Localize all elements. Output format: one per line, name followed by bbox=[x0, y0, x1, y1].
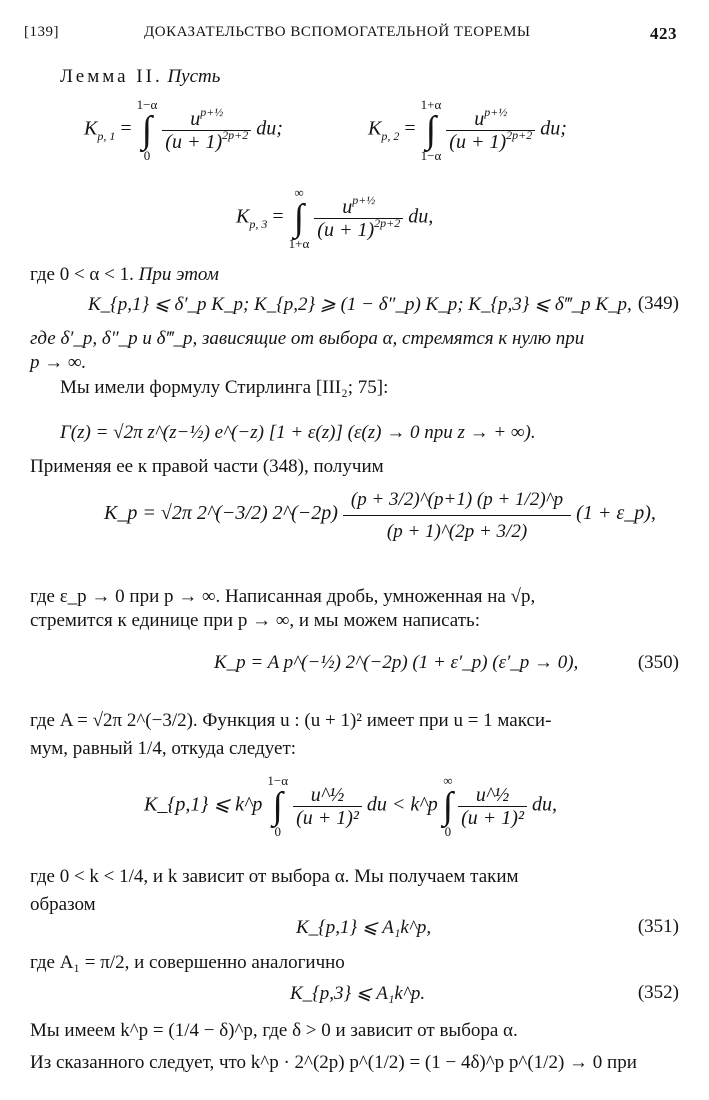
text-line-A1pi: где A₁ = π/2, и совершенно аналогично bbox=[30, 952, 345, 973]
integrand-fraction: $\frac{u^{p+\frac{1}{2}}}{(u + 1)^{2p+2}}$ bbox=[446, 108, 535, 153]
equation-number-352: (352) bbox=[637, 982, 679, 1003]
equation-number-350: (350) bbox=[637, 652, 679, 673]
stirling-formula: Γ(z) = √2π z^(z−½) e^(−z) [1 + ε(z)] (ε(z) → 0 при z → + ∞). bbox=[60, 422, 536, 443]
integrand-fraction: $\frac{\text{u\textasciicircum{}½}}{\text{(u + 1)²}}$ bbox=[293, 784, 362, 829]
apply-line: Применяя ее к правой части (348), получим bbox=[30, 456, 384, 477]
integral-sign: 1+α ∫ 1−α bbox=[420, 97, 442, 163]
text-line-A1: где A = √2π 2^(−3/2). Функция u : (u + 1)² имеет при u = 1 макси- bbox=[30, 710, 552, 731]
integral-sign: ∞ ∫ 1+α bbox=[288, 185, 310, 251]
text-line-A2: мум, равный 1/4, откуда следует: bbox=[30, 738, 297, 759]
integrand-fraction: $\frac{\text{u\textasciicircum{}½}}{\text{(u + 1)²}}$ bbox=[458, 784, 527, 829]
text-line-349a: где δ′_p, δ″_p и δ‴_p, зависящие от выбора α, стремятся к нулю при bbox=[30, 328, 585, 349]
kp-fraction: $\frac{(p + 3/2)\^{}(p+1) (p + 1/2)\^{}p}{(p + 1)\^{}(2p + 3/2)}$ bbox=[343, 486, 571, 543]
text-line-k1: где 0 < k < 1/4, и k зависит от выбора α. Мы получаем таким bbox=[30, 866, 519, 887]
integral-sign: 1−α ∫ 0 bbox=[267, 773, 289, 839]
inequality-integrals: K_{p,1} ⩽ k^p 1−α ∫ 0 $\frac{\text{u\textasciicircum{}½}}{\text{(u + 1)²}}$ du < k^p ∞ ∫ 0 $\frac{\text{u\textasciicircum{}½}}{\text{(u + 1)²}}$ du, bbox=[144, 773, 557, 839]
text-line-k2: образом bbox=[30, 894, 96, 915]
text-line-eps2: стремится к единице при p → ∞, и мы можем написать: bbox=[30, 610, 480, 631]
integral-k1: $K_{p, 1}$ = 1−α ∫ 0 $\frac{u^{p+\frac{1}{2}}}{(u + 1)^{2p+2}}$ du; bbox=[84, 97, 283, 163]
text-line-eps1: где ε_p → 0 при p → ∞. Написанная дробь, умноженная на √p, bbox=[30, 586, 536, 607]
text-line-349b: p → ∞. bbox=[30, 352, 87, 373]
lemma-heading bbox=[60, 66, 220, 88]
equation-350: K_p = A p^(−½) 2^(−2p) (1 + ε′_p) (ε′_p → 0), bbox=[214, 652, 579, 673]
text-line-last2: Из сказанного следует, что k^p · 2^(2p) p^(1/2) = (1 − 4δ)^p p^(1/2) → 0 при bbox=[30, 1052, 637, 1073]
integrand-fraction: $\frac{u^{p+\frac{1}{2}}}{(u + 1)^{2p+2}}$ bbox=[314, 196, 403, 241]
integral-sign: 1−α ∫ 0 bbox=[136, 97, 158, 163]
integrand-fraction: $\frac{u^{p+\frac{1}{2}}}{(u + 1)^{2p+2}}$ bbox=[162, 108, 251, 153]
page-number: 423 bbox=[650, 24, 677, 43]
lemma-label: Лемма II. bbox=[60, 66, 163, 87]
kp-formula: K_p = √2π 2^(−3/2) 2^(−2p) $\frac{(p + 3/2)\^{}(p+1) (p + 1/2)\^{}p}{(p + 1)\^{}(2p + 3/2)}$ (1 + ε_p), bbox=[104, 486, 656, 543]
equation-349: K_{p,1} ⩽ δ′_p K_p; K_{p,2} ⩾ (1 − δ″_p) K_p; K_{p,3} ⩽ δ‴_p K_p, bbox=[88, 294, 632, 315]
integral-k2: $K_{p, 2}$ = 1+α ∫ 1−α $\frac{u^{p+\frac{1}{2}}}{(u + 1)^{2p+2}}$ du; bbox=[368, 97, 567, 163]
lemma-lead: Пусть bbox=[167, 66, 221, 87]
integral-sign: ∞ ∫ 0 bbox=[442, 773, 454, 839]
header-left: [139] bbox=[24, 24, 59, 40]
text-line-last1: Мы имеем k^p = (1/4 − δ)^p, где δ > 0 и зависит от выбора α. bbox=[30, 1020, 518, 1041]
running-title: ДОКАЗАТЕЛЬСТВО ВСПОМОГАТЕЛЬНОЙ ТЕОРЕМЫ bbox=[144, 24, 531, 40]
equation-352: K_{p,3} ⩽ A₁k^p. bbox=[290, 983, 426, 1004]
condition-line: где 0 < α < 1. При этом bbox=[30, 264, 219, 285]
equation-number-349: (349) bbox=[637, 293, 679, 314]
integral-k3: $K_{p, 3}$ = ∞ ∫ 1+α $\frac{u^{p+\frac{1}{2}}}{(u + 1)^{2p+2}}$ du, bbox=[236, 185, 434, 251]
stirling-intro: Мы имели формулу Стирлинга [III₂; 75]: bbox=[60, 377, 389, 398]
equation-351: K_{p,1} ⩽ A₁k^p, bbox=[296, 917, 432, 938]
equation-number-351: (351) bbox=[637, 916, 679, 937]
